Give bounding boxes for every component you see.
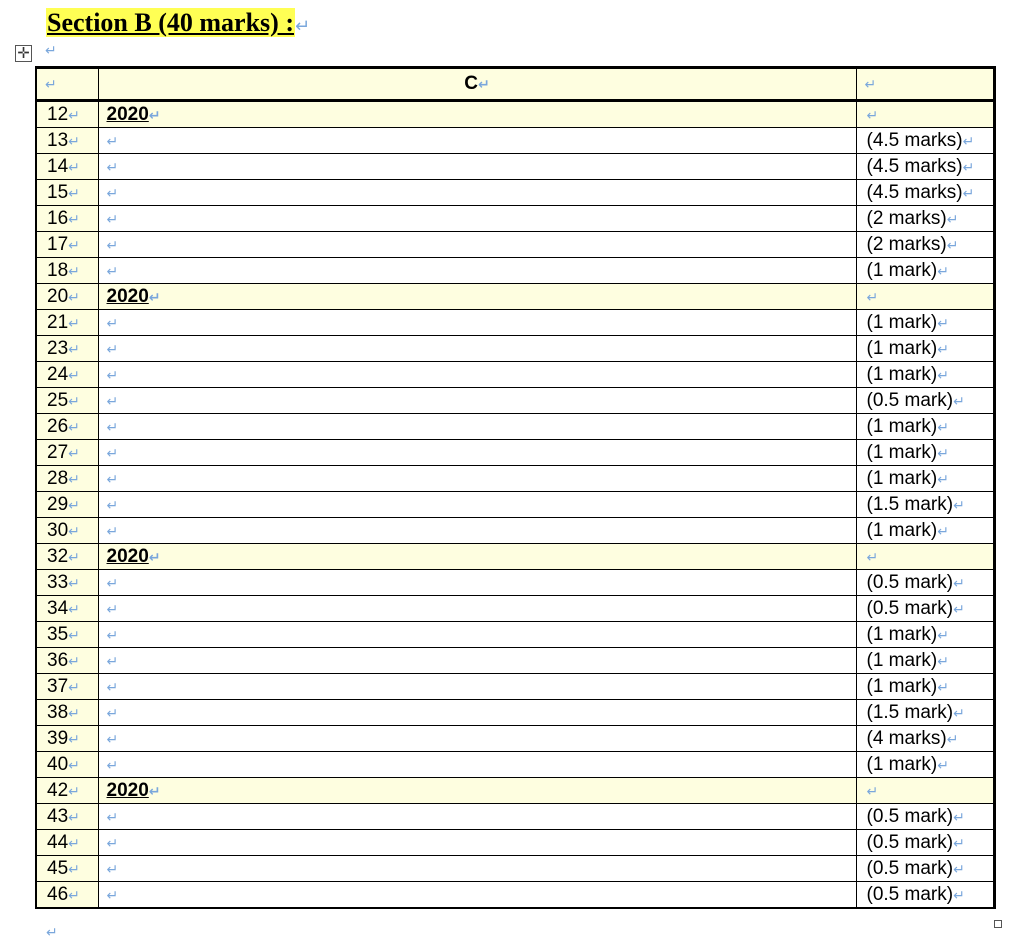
content-cell[interactable] xyxy=(98,258,856,284)
table-row xyxy=(36,440,994,466)
cell-end-mark-icon: ↵ xyxy=(45,76,57,92)
content-cell[interactable] xyxy=(98,518,856,544)
question-number: 43 xyxy=(47,805,69,827)
cell-end-mark-icon: ↵ xyxy=(106,340,119,357)
cell-end-mark-icon: ↵ xyxy=(866,288,879,305)
cell-end-mark-icon: ↵ xyxy=(962,184,975,201)
question-number-cell[interactable] xyxy=(36,440,98,466)
cell-end-mark-icon: ↵ xyxy=(68,834,80,851)
cell-end-mark-icon: ↵ xyxy=(68,704,80,721)
question-number: 12 xyxy=(47,103,69,125)
content-cell[interactable] xyxy=(98,648,856,674)
marks-value: (0.5 mark) xyxy=(866,857,954,879)
cell-end-mark-icon: ↵ xyxy=(68,418,80,435)
question-number-cell[interactable] xyxy=(36,414,98,440)
cell-end-mark-icon: ↵ xyxy=(68,756,80,773)
table-row xyxy=(36,700,994,726)
question-number-cell[interactable] xyxy=(36,362,98,388)
marks-cell[interactable] xyxy=(856,544,994,570)
table-row xyxy=(36,258,994,284)
question-number-cell[interactable] xyxy=(36,674,98,700)
table-header-row xyxy=(36,68,994,101)
question-number-cell[interactable] xyxy=(36,856,98,882)
marks-value: (0.5 mark) xyxy=(866,805,954,827)
cell-end-mark-icon: ↵ xyxy=(68,366,80,383)
content-cell[interactable] xyxy=(98,232,856,258)
content-cell[interactable] xyxy=(98,101,856,128)
content-cell[interactable] xyxy=(98,128,856,154)
marks-cell[interactable] xyxy=(856,284,994,310)
table-row xyxy=(36,622,994,648)
cell-end-mark-icon: ↵ xyxy=(68,860,80,877)
marks-cell[interactable] xyxy=(856,778,994,804)
cell-end-mark-icon: ↵ xyxy=(106,236,119,253)
question-number-cell[interactable] xyxy=(36,154,98,180)
marks-cell[interactable] xyxy=(856,101,994,128)
cell-end-mark-icon: ↵ xyxy=(953,392,965,409)
paragraph-mark-icon: ↵ xyxy=(45,42,57,58)
cell-end-mark-icon: ↵ xyxy=(68,652,80,669)
question-number: 23 xyxy=(47,337,69,359)
cell-end-mark-icon: ↵ xyxy=(68,392,80,409)
cell-end-mark-icon: ↵ xyxy=(106,678,119,695)
question-number-cell[interactable] xyxy=(36,830,98,856)
marks-value: (4.5 marks) xyxy=(866,129,963,151)
content-cell[interactable] xyxy=(98,310,856,336)
question-number: 36 xyxy=(47,649,69,671)
marks-value: (0.5 mark) xyxy=(866,597,954,619)
table-row xyxy=(36,362,994,388)
marks-cell[interactable] xyxy=(856,492,994,518)
marks-cell[interactable] xyxy=(856,596,994,622)
cell-end-mark-icon: ↵ xyxy=(937,678,949,695)
question-number-cell[interactable] xyxy=(36,518,98,544)
cell-end-mark-icon: ↵ xyxy=(68,730,80,747)
section-title-line xyxy=(46,8,310,38)
year-label: 2020 xyxy=(106,285,149,307)
question-number-cell[interactable] xyxy=(36,101,98,128)
marks-cell[interactable] xyxy=(856,310,994,336)
cell-end-mark-icon: ↵ xyxy=(937,366,949,383)
marks-cell[interactable] xyxy=(856,752,994,778)
marks-value: (1 mark) xyxy=(866,649,938,671)
question-number: 35 xyxy=(47,623,69,645)
question-number-cell[interactable] xyxy=(36,570,98,596)
table-row xyxy=(36,752,994,778)
cell-end-mark-icon: ↵ xyxy=(953,860,965,877)
content-cell[interactable] xyxy=(98,492,856,518)
question-number: 33 xyxy=(47,571,69,593)
marks-cell[interactable] xyxy=(856,648,994,674)
marks-cell[interactable] xyxy=(856,362,994,388)
table-row xyxy=(36,830,994,856)
question-number: 21 xyxy=(47,311,69,333)
content-cell[interactable] xyxy=(98,882,856,909)
marks-cell[interactable] xyxy=(856,466,994,492)
content-cell[interactable] xyxy=(98,206,856,232)
question-number: 17 xyxy=(47,233,69,255)
content-cell[interactable] xyxy=(98,544,856,570)
question-number: 30 xyxy=(47,519,69,541)
table-row xyxy=(36,570,994,596)
cell-end-mark-icon: ↵ xyxy=(106,210,119,227)
table-row xyxy=(36,882,994,909)
table-row xyxy=(36,466,994,492)
table-row xyxy=(36,336,994,362)
question-number-cell[interactable] xyxy=(36,648,98,674)
cell-end-mark-icon: ↵ xyxy=(68,496,80,513)
cell-end-mark-icon: ↵ xyxy=(946,236,959,253)
question-number-cell[interactable] xyxy=(36,180,98,206)
marks-cell[interactable] xyxy=(856,700,994,726)
cell-end-mark-icon: ↵ xyxy=(866,106,879,123)
cell-end-mark-icon: ↵ xyxy=(866,548,879,565)
table-row xyxy=(36,596,994,622)
resize-handle-icon[interactable] xyxy=(994,920,1002,928)
cell-end-mark-icon: ↵ xyxy=(106,470,119,487)
cell-end-mark-icon: ↵ xyxy=(953,600,965,617)
cell-end-mark-icon: ↵ xyxy=(106,418,119,435)
cell-end-mark-icon: ↵ xyxy=(68,548,80,565)
header-cell-marks[interactable] xyxy=(856,68,994,101)
cell-end-mark-icon: ↵ xyxy=(148,288,161,305)
marks-cell[interactable] xyxy=(856,674,994,700)
table-row xyxy=(36,544,994,570)
cell-end-mark-icon: ↵ xyxy=(106,860,119,877)
table-row xyxy=(36,674,994,700)
cell-end-mark-icon: ↵ xyxy=(148,106,161,123)
cell-end-mark-icon: ↵ xyxy=(106,184,119,201)
cell-end-mark-icon: ↵ xyxy=(148,782,161,799)
table-row xyxy=(36,284,994,310)
question-number: 24 xyxy=(47,363,69,385)
cell-end-mark-icon: ↵ xyxy=(937,314,949,331)
table-row xyxy=(36,128,994,154)
marks-value: (1 mark) xyxy=(866,753,938,775)
content-cell[interactable] xyxy=(98,804,856,830)
table-row xyxy=(36,778,994,804)
marks-value: (1 mark) xyxy=(866,467,938,489)
cell-end-mark-icon: ↵ xyxy=(106,652,119,669)
cell-end-mark-icon: ↵ xyxy=(106,704,119,721)
cell-end-mark-icon: ↵ xyxy=(68,210,80,227)
marks-cell[interactable] xyxy=(856,414,994,440)
cell-end-mark-icon: ↵ xyxy=(68,288,80,305)
cell-end-mark-icon: ↵ xyxy=(106,730,119,747)
cell-end-mark-icon: ↵ xyxy=(68,470,80,487)
cell-end-mark-icon: ↵ xyxy=(68,574,80,591)
cell-end-mark-icon: ↵ xyxy=(962,158,975,175)
content-cell[interactable] xyxy=(98,388,856,414)
marks-value: (1 mark) xyxy=(866,675,938,697)
marks-cell[interactable] xyxy=(856,518,994,544)
question-number-cell[interactable] xyxy=(36,882,98,909)
content-cell[interactable] xyxy=(98,596,856,622)
marks-value: (0.5 mark) xyxy=(866,831,954,853)
table-row xyxy=(36,648,994,674)
cell-end-mark-icon: ↵ xyxy=(937,522,949,539)
cell-end-mark-icon: ↵ xyxy=(953,834,965,851)
table-row xyxy=(36,726,994,752)
year-label: 2020 xyxy=(106,545,149,567)
content-cell[interactable] xyxy=(98,674,856,700)
cell-end-mark-icon: ↵ xyxy=(937,652,949,669)
content-cell[interactable] xyxy=(98,440,856,466)
question-number: 13 xyxy=(47,129,69,151)
cell-end-mark-icon: ↵ xyxy=(953,496,965,513)
cell-end-mark-icon: ↵ xyxy=(68,184,80,201)
cell-end-mark-icon: ↵ xyxy=(106,366,119,383)
marks-cell[interactable] xyxy=(856,232,994,258)
year-label: 2020 xyxy=(106,779,149,801)
marks-value: (2 marks) xyxy=(866,233,947,255)
marks-value: (1 mark) xyxy=(866,337,938,359)
cell-end-mark-icon: ↵ xyxy=(106,756,119,773)
cell-end-mark-icon: ↵ xyxy=(68,522,80,539)
cell-end-mark-icon: ↵ xyxy=(106,444,119,461)
table-row xyxy=(36,101,994,128)
cell-end-mark-icon: ↵ xyxy=(864,76,877,92)
question-number-cell[interactable] xyxy=(36,622,98,648)
cell-end-mark-icon: ↵ xyxy=(106,808,119,825)
content-cell[interactable] xyxy=(98,700,856,726)
question-number-cell[interactable] xyxy=(36,310,98,336)
content-cell[interactable] xyxy=(98,414,856,440)
cell-end-mark-icon: ↵ xyxy=(106,392,119,409)
marks-value: (0.5 mark) xyxy=(866,389,954,411)
question-number-cell[interactable] xyxy=(36,284,98,310)
cell-end-mark-icon: ↵ xyxy=(68,600,80,617)
cell-end-mark-icon: ↵ xyxy=(937,418,949,435)
cell-end-mark-icon: ↵ xyxy=(937,262,949,279)
question-number-cell[interactable] xyxy=(36,388,98,414)
cell-end-mark-icon: ↵ xyxy=(106,886,119,903)
cell-end-mark-icon: ↵ xyxy=(148,548,161,565)
marks-cell[interactable] xyxy=(856,570,994,596)
content-cell[interactable] xyxy=(98,284,856,310)
marks-cell[interactable] xyxy=(856,440,994,466)
marks-value: (0.5 mark) xyxy=(866,571,954,593)
marks-value: (1 mark) xyxy=(866,311,938,333)
cell-end-mark-icon: ↵ xyxy=(953,704,965,721)
marks-cell[interactable] xyxy=(856,258,994,284)
question-number: 46 xyxy=(47,883,69,905)
paragraph-mark-icon: ↵ xyxy=(46,924,58,940)
content-cell[interactable] xyxy=(98,622,856,648)
cell-end-mark-icon: ↵ xyxy=(68,236,80,253)
marks-value: (1 mark) xyxy=(866,363,938,385)
cell-end-mark-icon: ↵ xyxy=(937,756,949,773)
cell-end-mark-icon: ↵ xyxy=(106,574,119,591)
cell-end-mark-icon: ↵ xyxy=(106,522,119,539)
question-number: 25 xyxy=(47,389,69,411)
cell-end-mark-icon: ↵ xyxy=(962,132,975,149)
question-number-cell[interactable] xyxy=(36,258,98,284)
year-label: 2020 xyxy=(106,103,149,125)
marks-value: (1.5 mark) xyxy=(866,493,954,515)
cell-end-mark-icon: ↵ xyxy=(106,262,119,279)
move-icon[interactable]: ✛ xyxy=(15,45,32,62)
marks-cell[interactable] xyxy=(856,622,994,648)
content-cell[interactable] xyxy=(98,830,856,856)
marks-cell[interactable] xyxy=(856,830,994,856)
cell-end-mark-icon: ↵ xyxy=(68,886,80,903)
table-row xyxy=(36,206,994,232)
header-cell-question[interactable] xyxy=(36,68,98,101)
cell-end-mark-icon: ↵ xyxy=(946,210,959,227)
question-number-cell[interactable] xyxy=(36,700,98,726)
cell-end-mark-icon: ↵ xyxy=(68,678,80,695)
cell-end-mark-icon: ↵ xyxy=(106,600,119,617)
content-cell[interactable] xyxy=(98,180,856,206)
table-row xyxy=(36,154,994,180)
question-number: 42 xyxy=(47,779,69,801)
question-number-cell[interactable] xyxy=(36,752,98,778)
question-number-cell[interactable] xyxy=(36,596,98,622)
content-cell[interactable] xyxy=(98,466,856,492)
question-number: 15 xyxy=(47,181,69,203)
content-cell[interactable] xyxy=(98,856,856,882)
content-cell[interactable] xyxy=(98,778,856,804)
cell-end-mark-icon: ↵ xyxy=(946,730,959,747)
marks-cell[interactable] xyxy=(856,154,994,180)
marks-value: (1 mark) xyxy=(866,519,938,541)
question-number: 40 xyxy=(47,753,69,775)
table-row xyxy=(36,180,994,206)
cell-end-mark-icon: ↵ xyxy=(68,340,80,357)
table-row xyxy=(36,388,994,414)
table-row xyxy=(36,310,994,336)
question-number-cell[interactable] xyxy=(36,336,98,362)
question-number-cell[interactable] xyxy=(36,492,98,518)
table-row xyxy=(36,518,994,544)
marks-cell[interactable] xyxy=(856,726,994,752)
header-cell-content[interactable]: C↵ xyxy=(98,68,856,101)
marks-value: (4 marks) xyxy=(866,727,947,749)
cell-end-mark-icon: ↵ xyxy=(937,626,949,643)
marks-value: (4.5 marks) xyxy=(866,155,963,177)
question-number-cell[interactable] xyxy=(36,804,98,830)
marks-value: (0.5 mark) xyxy=(866,883,954,905)
content-cell[interactable] xyxy=(98,726,856,752)
marks-cell[interactable] xyxy=(856,336,994,362)
marks-value: (4.5 marks) xyxy=(866,181,963,203)
question-number-cell[interactable] xyxy=(36,466,98,492)
cell-end-mark-icon: ↵ xyxy=(106,834,119,851)
marks-value: (1 mark) xyxy=(866,441,938,463)
cell-end-mark-icon: ↵ xyxy=(68,132,80,149)
marks-value: (1 mark) xyxy=(866,415,938,437)
content-cell[interactable] xyxy=(98,336,856,362)
marks-value: (1.5 mark) xyxy=(866,701,954,723)
cell-end-mark-icon: ↵ xyxy=(68,314,80,331)
question-number: 39 xyxy=(47,727,69,749)
content-cell[interactable] xyxy=(98,570,856,596)
cell-end-mark-icon: ↵ xyxy=(866,782,879,799)
question-number-cell[interactable] xyxy=(36,128,98,154)
question-number: 16 xyxy=(47,207,69,229)
question-number: 37 xyxy=(47,675,69,697)
cell-end-mark-icon: ↵ xyxy=(106,496,119,513)
marks-value: (1 mark) xyxy=(866,623,938,645)
table-row xyxy=(36,804,994,830)
marks-cell[interactable] xyxy=(856,882,994,909)
marks-value: (1 mark) xyxy=(866,259,938,281)
question-number: 26 xyxy=(47,415,69,437)
question-number-cell[interactable] xyxy=(36,232,98,258)
cell-end-mark-icon: ↵ xyxy=(937,340,949,357)
cell-end-mark-icon: ↵ xyxy=(68,444,80,461)
question-number: 27 xyxy=(47,441,69,463)
question-number: 38 xyxy=(47,701,69,723)
marks-table xyxy=(35,66,996,909)
cell-end-mark-icon: ↵ xyxy=(953,574,965,591)
content-cell[interactable] xyxy=(98,752,856,778)
cell-end-mark-icon: ↵ xyxy=(106,314,119,331)
question-number: 44 xyxy=(47,831,69,853)
cell-end-mark-icon: ↵ xyxy=(953,808,965,825)
cell-end-mark-icon: ↵ xyxy=(953,886,965,903)
paragraph-mark-icon: ↵ xyxy=(294,16,311,36)
cell-end-mark-icon: ↵ xyxy=(68,158,80,175)
cell-end-mark-icon: ↵ xyxy=(937,470,949,487)
marks-cell[interactable] xyxy=(856,856,994,882)
question-number: 45 xyxy=(47,857,69,879)
cell-end-mark-icon: ↵ xyxy=(68,106,80,123)
question-number: 14 xyxy=(47,155,69,177)
table-row xyxy=(36,414,994,440)
cell-end-mark-icon: ↵ xyxy=(478,76,490,92)
cell-end-mark-icon: ↵ xyxy=(106,626,119,643)
question-number: 32 xyxy=(47,545,69,567)
marks-cell[interactable] xyxy=(856,206,994,232)
question-number-cell[interactable] xyxy=(36,778,98,804)
cell-end-mark-icon: ↵ xyxy=(68,782,80,799)
question-number: 34 xyxy=(47,597,69,619)
cell-end-mark-icon: ↵ xyxy=(68,262,80,279)
marks-cell[interactable] xyxy=(856,804,994,830)
marks-cell[interactable] xyxy=(856,180,994,206)
question-number: 20 xyxy=(47,285,69,307)
question-number: 29 xyxy=(47,493,69,515)
cell-end-mark-icon: ↵ xyxy=(937,444,949,461)
question-number-cell[interactable] xyxy=(36,544,98,570)
cell-end-mark-icon: ↵ xyxy=(106,132,119,149)
cell-end-mark-icon: ↵ xyxy=(68,808,80,825)
table-row xyxy=(36,232,994,258)
marks-value: (2 marks) xyxy=(866,207,947,229)
cell-end-mark-icon: ↵ xyxy=(68,626,80,643)
content-cell[interactable] xyxy=(98,154,856,180)
table-row xyxy=(36,856,994,882)
question-number: 28 xyxy=(47,467,69,489)
section-title: Section B (40 marks) : xyxy=(47,8,294,37)
content-cell[interactable] xyxy=(98,362,856,388)
question-number-cell[interactable] xyxy=(36,726,98,752)
cell-end-mark-icon: ↵ xyxy=(106,158,119,175)
marks-cell[interactable] xyxy=(856,128,994,154)
marks-cell[interactable] xyxy=(856,388,994,414)
table-row xyxy=(36,492,994,518)
question-number: 18 xyxy=(47,259,69,281)
question-number-cell[interactable] xyxy=(36,206,98,232)
